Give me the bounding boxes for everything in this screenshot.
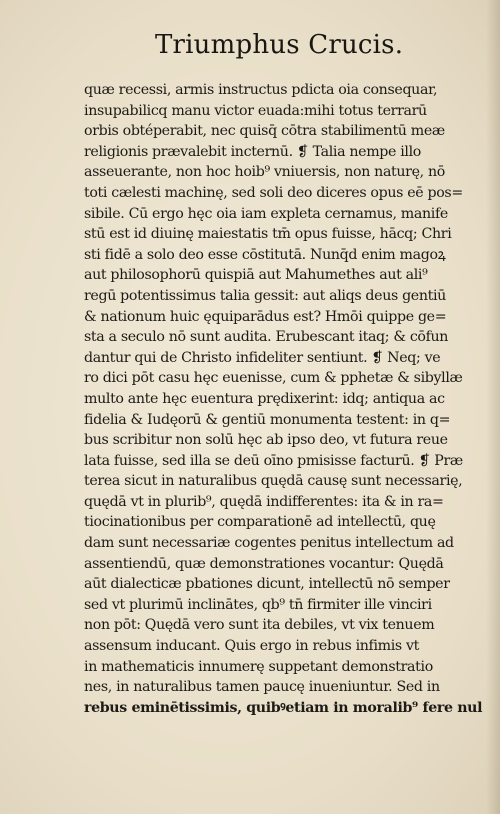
text-block xyxy=(84,80,484,718)
text-line: orbis obtéperabit, nec quisq̄ cōtra stabilimentū meæ xyxy=(84,123,445,140)
page-edge-shadow xyxy=(486,0,500,814)
text-line: sibile. Cū ergo hęc oia iam expleta cernamus, manife xyxy=(84,205,448,222)
text-line: dam sunt necessariæ cogentes penitus intellectum ad xyxy=(84,535,454,552)
text-line: & nationum huic ęquiparādus est? Hmōi quippe ge= xyxy=(84,308,447,325)
text-line: sta a seculo nō sunt audita. Erubescant itaq; & cōfun xyxy=(84,329,449,346)
text-line: aut philosophorū quispiā aut Mahumethes aut ali⁹ xyxy=(84,267,428,284)
text-line: assensum inducant. Quis ergo in rebus infimis vt xyxy=(84,638,420,655)
text-line: quæ recessi, armis instructus pdicta oia consequar, xyxy=(84,82,438,98)
text-line: terea sicut in naturalibus quędā causę sunt necessarię, xyxy=(84,473,463,490)
text-line: stū est id diuinę maiestatis tm̄ opus fuisse, hācq; Chri xyxy=(84,226,452,243)
text-line: non pōt: Quędā vero sunt ita debiles, vt vix tenuem xyxy=(84,617,435,634)
text-line: religionis prævalebit incternū. ❡ Talia nempe illo xyxy=(84,143,421,160)
text-line: quędā vt in plurib⁹, quędā indifferentes: ita & in ra= xyxy=(84,493,444,510)
text-line: fidelia & Iudęorū & gentiū monumenta testent: in q= xyxy=(84,411,451,428)
text-line: in mathematicis innumerę suppetant demonstratio xyxy=(84,658,433,675)
running-head: Triumphus Crucis. xyxy=(155,30,404,60)
text-line: insupabilicq manu victor euada:mihi totus terrarū xyxy=(84,102,427,119)
text-line: regū potentissimus talia gessit: aut aliqs deus gentiū xyxy=(84,287,446,304)
text-line: multo ante hęc euentura prędixerint: idq; antiqua ac xyxy=(84,390,445,407)
text-line: sti fidē a solo deo esse cōstitutā. Nunq̄d enim magoꝝ xyxy=(84,246,446,263)
text-line: nes, in naturalibus tamen paucę inueniuntur. Sed in xyxy=(84,679,440,696)
text-line: tiocinationibus per comparationē ad intellectū, quę xyxy=(84,514,436,531)
text-line: assentiendū, quæ demonstrationes vocantur: Quędā xyxy=(84,555,444,572)
text-line: lata fuisse, sed illa se deū oīno pmisisse facturū. ❡ Præ xyxy=(84,452,463,469)
text-line: sed vt plurimū inclinātes, qb⁹ tn̄ firmiter ille vinciri xyxy=(84,596,432,613)
text-line: toti cælesti machinę, sed soli deo diceres opus eē pos= xyxy=(84,184,463,201)
text-line: ro dici pōt casu hęc euenisse, cum & pphetæ & sibyllæ xyxy=(84,370,463,387)
text-line: asseuerante, non hoc hoib⁹ vniuersis, non naturę, nō xyxy=(84,164,445,181)
text-line: aūt dialecticæ pbationes dicunt, intellectū nō semper xyxy=(84,576,450,593)
text-line: dantur qui de Christo infideliter sentiunt. ❡ Neq; ve xyxy=(84,349,441,366)
text-line: bus scribitur non solū hęc ab ipso deo, vt futura reue xyxy=(84,432,448,449)
text-line: rebus eminētissimis, quibꝰetiam in moralib⁹ fere nul xyxy=(84,699,483,716)
